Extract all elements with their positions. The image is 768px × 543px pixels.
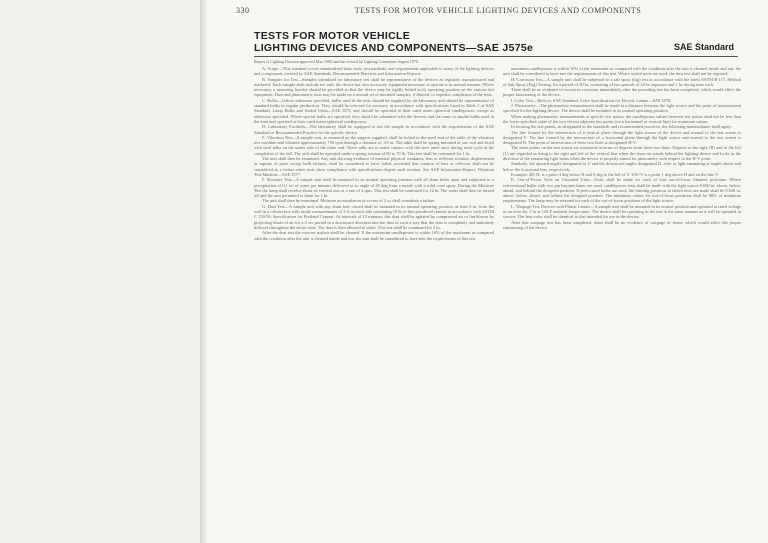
book-gutter: [200, 0, 208, 543]
right-column: [503, 66, 741, 536]
document-page: [206, 0, 768, 543]
title-line-1: TESTS FOR MOTOR VEHICLE: [254, 30, 411, 42]
paragraph: A. Scope—This standard covers standardized basic tests, test methods, and requirements applicable to many of the lighting devices and components covered by SAE Standards, Recommended Practices and Information Reports.: [254, 66, 494, 77]
left-column: [254, 66, 494, 536]
paragraph: I. Color Test—Refer to SAE Standard, Color Specification for Electric Lamps—SAE J578.: [511, 97, 672, 103]
paragraph: The unit shall then be examined. Moisture accumulation in excess of 2 cc shall constitute a failure.: [262, 198, 436, 204]
paragraph: H. Corrosion Test—A sample unit shall be subjected to a salt spray (fog) test in accordance with the latest ASTM B 117, Method of Salt Spray (Fog) Testing, for a period of 50 hr, consisting of two periods of 24-hr exposure and 1 hr drying time each.: [503, 76, 741, 87]
paragraph: maximum candlepower is within 10% of the maximum as compared with the condition after the unit is cleaned inside and out, the unit shall be considered to have met the requirements of this test. Where sealed units are used, the dust test shall not be required.: [503, 66, 741, 77]
paragraph: When making photometric measurements at specific test points, the candlepower values between test points shall not be less than the lower specified value of the two closest adjacent test points (on a horizontal or vertical line) for minimum values.: [503, 113, 741, 124]
facing-page-blank: [0, 0, 206, 543]
paragraph: There shall be no evidence of excessive corrosion immediately after the preceding test has been completed, which would affect the proper functioning of the device.: [503, 87, 741, 98]
paragraph: The unit shall then be examined. Any unit showing evidence of material physical weakness, lens or reflector rotation, displacement or rupture of parts except bulb failures, shall be considered to have failed, provided that rotation of lens or reflector shall not be considered as a failure when tests show compliance with specifications despite such rotation. See SAE Information Report, Vibration Test Machine—SAE J577.: [254, 156, 494, 177]
paragraph: After this warpage test has been completed, there shall be no evidence of warpage of lenses which would affect the proper functioning of the device.: [503, 219, 741, 230]
paragraph: L. Warpage Test Devices with Plastic Lenses—A sample unit shall be mounted in its normal position and operated at rated voltage in an oven for 1 hr at 120 F ambient temperature. The device shall be operating in the test in the same manner as it will be operated in service. The lens color shall be identical to that intended for use in the device.: [503, 203, 741, 220]
paragraph: The other points on the test screen are measured in terms of degrees from these two lines. Degrees to the right (R) and to the left (L) are regarded as being to the right and left of the vertical line when the observer stands behind the lighting device and looks in the direction of the emanating light beam when the device is properly aimed for photometry with respect to the H-V point.: [503, 145, 741, 162]
title-rule: [254, 56, 738, 57]
paragraph: The line formed by the intersection of a vertical plane through the light source of the device and normal to the test screen is designated V. The line formed by the intersection of a horizontal plane through the light source and normal to the test screen is designated H. The point of intersection of these two lines is designated H-V.: [503, 129, 741, 146]
paragraph: In locating the test points, as designated in the standards and recommended practices, the following nomenclature shall apply:: [511, 124, 733, 130]
paragraph: Similarly, the upward angles designated as U and the downward angles designated D, refer to light emanating at angles above and below the horizontal line, respectively.: [503, 161, 741, 172]
title-line-2: LIGHTING DEVICES AND COMPONENTS—SAE J575e: [254, 42, 534, 54]
paragraph: B. Samples for Test—Samples submitted for laboratory test shall be representative of the devices as regularly manufactured and marketed. Each sample shall include not only the device but also accessory equipment necessary to operate it in normal manner. Where necessary, a mounting bracket should be provided so that the device may be rigidly bolted in its operating position on the various test equipment. Dust and photometric tests may be made on a second set of mounted samples, if desired, to expedite completion of the tests.: [254, 76, 494, 98]
paragraph: J. Photometry—The photometric measurement shall be made at a distance between the light source and the point of measurement specified for the lighting device. The device shall be mounted in its normal operating position.: [503, 103, 741, 114]
paragraph: D. Laboratory Facilities—The laboratory shall be equipped to test the sample in accordance with the requirements of the SAE Standard or Recommended Practice for the specific device.: [254, 124, 494, 135]
paragraph: After the dust test the exterior surface shall be cleaned. If the maximum candlepower is within 10% of the maximum as compared with the condition after the unit is cleaned inside and out, the unit shall be considered to have met the requirements of this test.: [254, 230, 494, 241]
paragraph: C. Bulbs—Unless otherwise specified, bulbs used in the tests should be supplied by the laboratory and should be representative of standard bulbs in regular production. They should be selected for accuracy in accordance with specifications listed in Table 1 of SAE Standard, Lamp Bulbs and Sealed Units—SAE J573, and should be operated at their rated mean spherical candlepower, except as otherwise specified. Where special bulbs are specified, they should be submitted with the devices and the same or similar bulbs used in the tests and operated at their rated mean spherical candlepower.: [254, 97, 494, 124]
paragraph: K. Out-of-Focus Tests on Unsealed Units—Units shall be made for each of four out-of-focus filament positions. Where conventional bulbs with two pin bayonet bases are used, candlepower tests shall be made with the light source 0.060 in. above, below, ahead, and behind the designed position. If prefocused bulbs are used, the limiting positions at which tests are made shall be 0.020 in. above, below, ahead, and behind the designed position. The minimum values for out-of-focus positions shall be 80% of minimum requirements. The lamp may be retained for each of the out-of-focus positions of the light source.: [503, 177, 741, 204]
paragraph: E. Vibration Test—A sample unit, as mounted on the support supplied, shall be bolted to the anvil end of the table of the vibration test machine and vibrated approximately 750 cpm through a distance of 1/8 in. The table shall be spring mounted at one end and fitted with steel talks on the under side of the other end. These talks are to make contact with the steel anvil once during each cycle at the completion of the fall. The rack shall be operated under a spring tension of 60 to 70 lb. This test shall be continued for 1 hr.: [254, 134, 494, 156]
paragraph: G. Dust Test—A sample unit with any drain hole closed shall be mounted in its normal operating position, at least 6 in. from the wall in a cabinet box with inside measurements of 3 ft on each side containing 10 lb of fine powdered cement in accordance with ASTM C 150-56, Specification for Portland Cement. At intervals of 15 minutes, this dust shall be agitated by compressed air or fan blower by projecting blasts of air for a 2 sec period in a downward direction into the dust in such a way that the dust is completely and uniformly diffused throughout the entire cube. The dust is then allowed to settle. This test shall be continued for 5 hr.: [254, 203, 494, 230]
paragraph: Example: 4D-5L is a point 4 deg below H and 5 deg to the left of V. 10U-V is a point 1 deg above H and on the line V.: [511, 171, 719, 177]
running-head-title: TESTS FOR MOTOR VEHICLE LIGHTING DEVICES AND COMPONENTS: [354, 6, 642, 15]
document-title: [254, 30, 554, 54]
page-number: 330: [236, 6, 250, 15]
paragraph: F. Moisture Test—A sample unit shall be mounted in its normal operating position with all drain holes open and subjected to a precipitation of 0.1 in. of water per minute, delivered at an angle of 45 deg from a nozzle with a solid cone spray. During the Moisture Test the lamp shall revolve about its vertical axis at a rate of 4 rpm. This test shall be continued for 12 hr. The water shall then be turned off and the unit permitted to drain for 1 hr.: [254, 177, 494, 199]
report-line: Report of Lighting Division approved May 1960 and last revised by Lighting Committee August 1970.: [254, 59, 419, 64]
running-head: [236, 6, 760, 20]
standard-label: SAE Standard: [673, 42, 734, 52]
